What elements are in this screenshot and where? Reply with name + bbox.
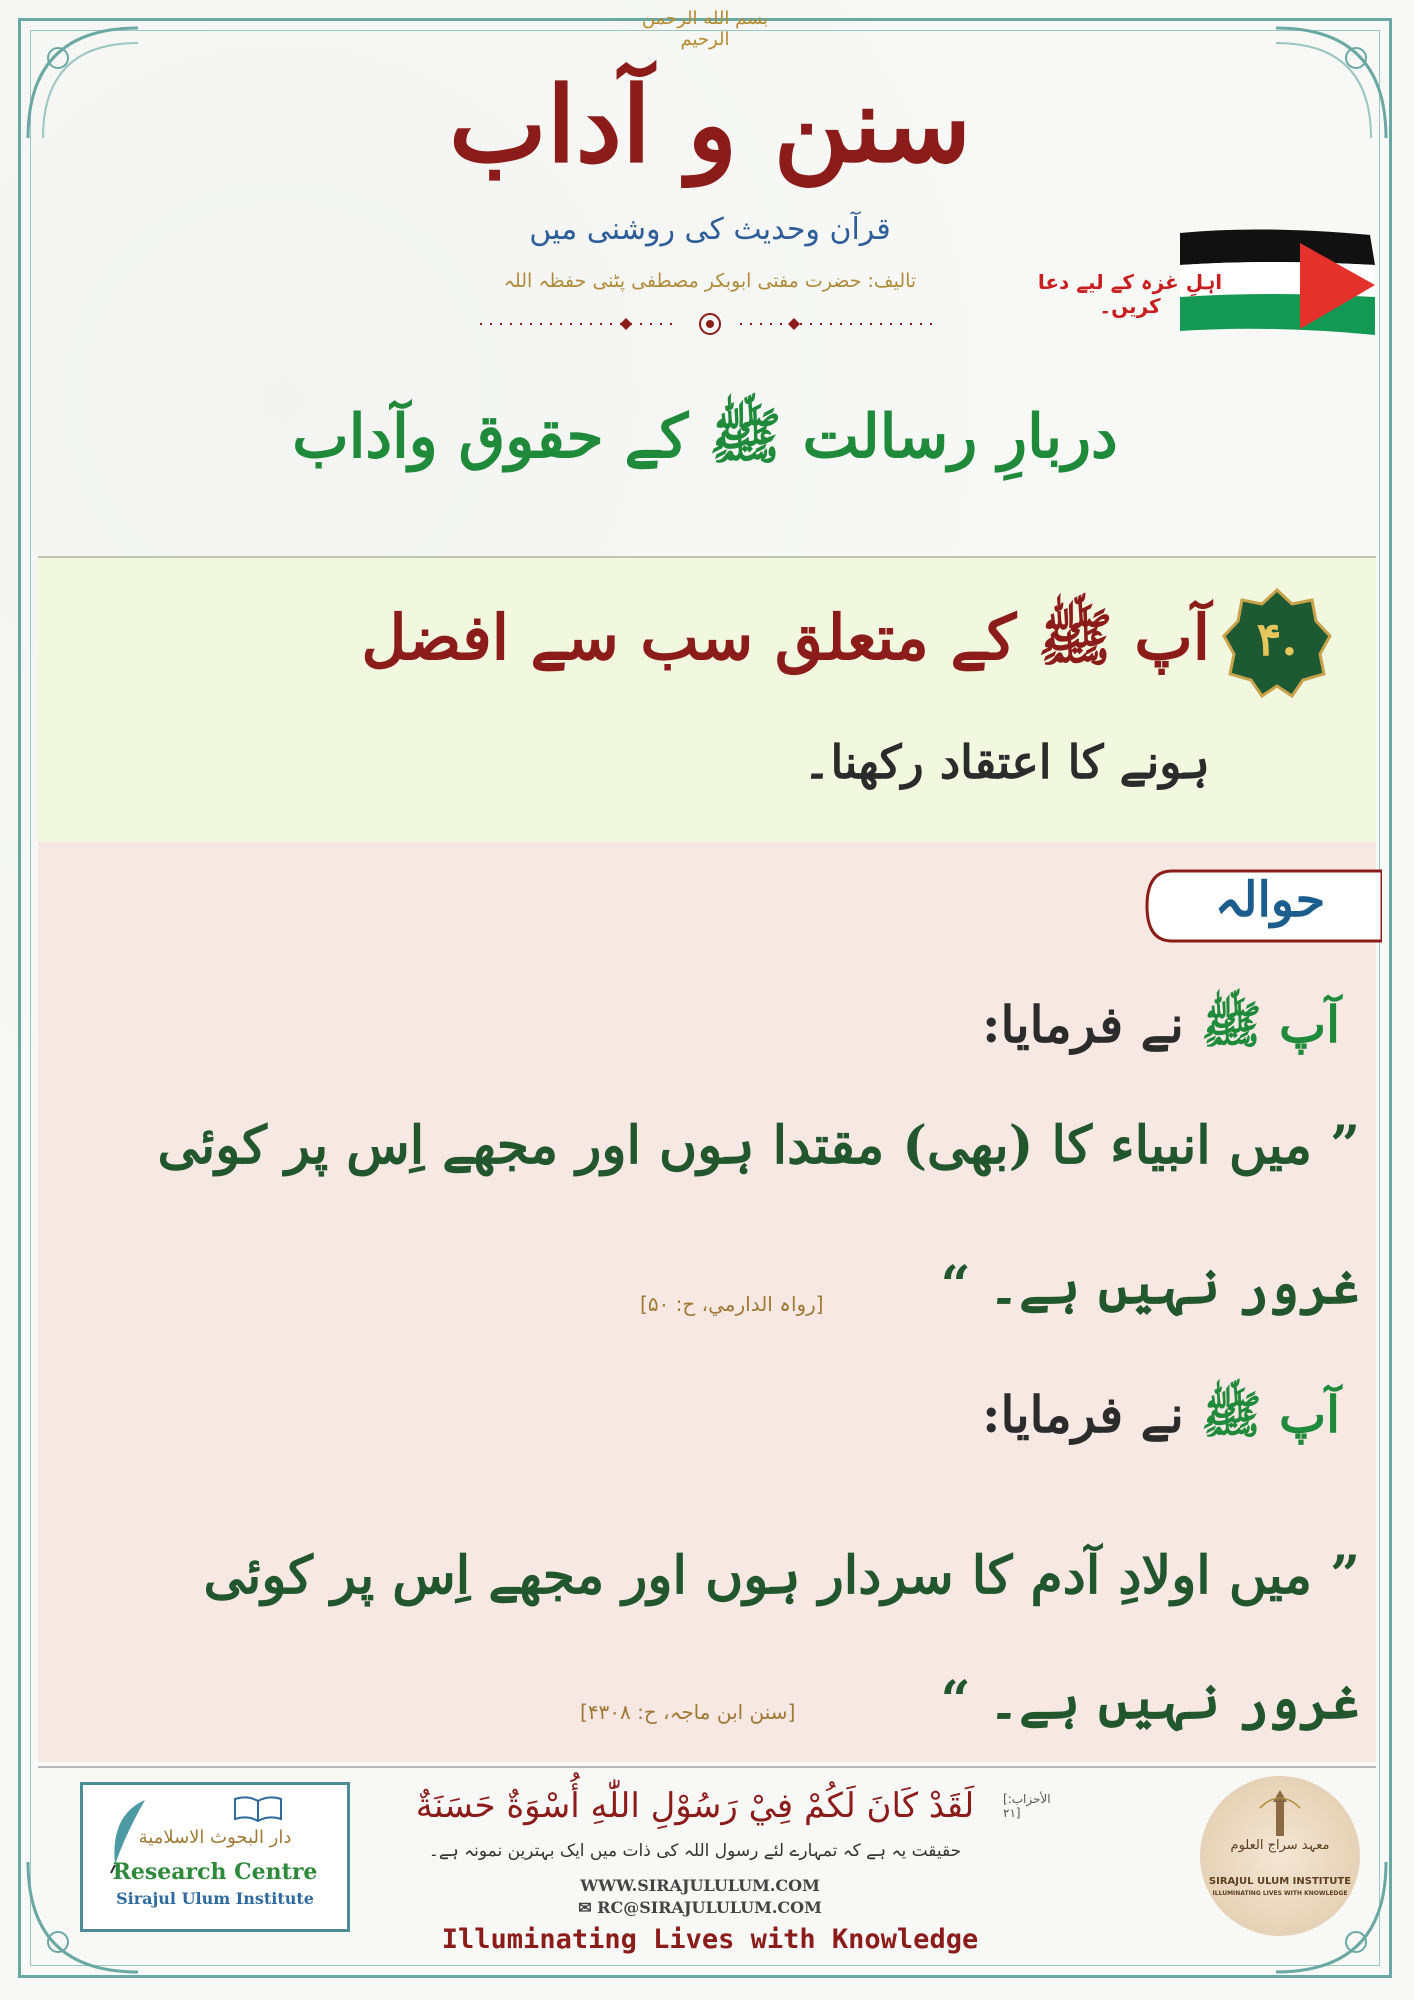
institute-arabic-name: معہد سراج العلوم xyxy=(1230,1838,1330,1853)
narration-1-intro-suffix: نے فرمایا: xyxy=(982,995,1184,1054)
institute-tagline: ILLUMINATING LIVES WITH KNOWLEDGE xyxy=(1212,1890,1348,1897)
narration-2-intro-prefix: آپ xyxy=(1279,1385,1340,1444)
open-book-icon xyxy=(233,1793,283,1823)
section-title: دربارِ رسالت ﷺ کے حقوق وآداب xyxy=(292,402,1118,472)
research-centre-sub: Sirajul Ulum Institute xyxy=(116,1889,314,1908)
narration-2-salutation: ﷺ xyxy=(1201,1385,1262,1444)
quran-verse: لَقَدْ كَانَ لَكُمْ فِيْ رَسُوْلِ اللّٰهِ أُسْوَةٌ حَسَنَةٌ xyxy=(415,1786,975,1826)
footer-tagline: Illuminating Lives with Knowledge xyxy=(441,1924,979,1955)
narration-2-text-line1: ” میں اولادِ آدم کا سردار ہوں اور مجھے اِس پر کوئی xyxy=(203,1545,1360,1606)
verse-reference: [الأحزاب: ۲۱] xyxy=(1003,1792,1051,1820)
email-text: RC@SIRAJULULUM.COM xyxy=(597,1898,822,1917)
verse-translation: حقیقت یہ ہے کہ تمہارے لئے رسول اللہ کی ذات میں ایک بہترین نمونہ ہے۔ xyxy=(428,1841,962,1861)
minaret-icon xyxy=(1255,1788,1305,1838)
envelope-icon: ✉ xyxy=(578,1898,592,1917)
narration-2-text-line2: غرور نہیں ہے۔ “ xyxy=(940,1670,1360,1731)
email-link[interactable] xyxy=(530,1898,870,1917)
divider-ornament xyxy=(470,312,950,336)
narration-2-intro-suffix: نے فرمایا: xyxy=(982,1385,1184,1444)
research-centre-name: Research Centre xyxy=(112,1859,318,1885)
institute-name: SIRAJUL ULUM INSTITUTE xyxy=(1208,1876,1352,1887)
footer-divider xyxy=(38,1766,1376,1768)
corner-ornament-top-right xyxy=(1266,18,1396,148)
point-heading-line2: ہونے کا اعتقاد رکھنا۔ xyxy=(803,735,1210,789)
bismillah: بسم الله الرحمن الرحيم xyxy=(641,8,769,50)
sirajul-ulum-logo xyxy=(1200,1776,1360,1936)
narration-1-salutation: ﷺ xyxy=(1201,995,1262,1054)
research-centre-arabic: دار البحوث الاسلامية xyxy=(138,1827,292,1848)
research-centre-logo xyxy=(80,1782,350,1932)
author-credit: تالیف: حضرت مفتی ابوبکر مصطفی پٹنی حفظہ اللہ xyxy=(503,270,917,292)
narration-1-text-line1: ” میں انبیاء کا (بھی) مقتدا ہوں اور مجھے اِس پر کوئی xyxy=(157,1115,1360,1176)
narration-2-source: [سنن ابن ماجہ، ح: ۴۳۰۸] xyxy=(580,1700,796,1724)
narration-1-intro-prefix: آپ xyxy=(1279,995,1340,1054)
point-number: ۴. xyxy=(1256,612,1298,666)
corner-ornament-top-left xyxy=(18,18,148,148)
narration-1-source: [رواہ الدارمي، ح: ۵۰] xyxy=(640,1292,824,1316)
narration-2-intro xyxy=(440,1385,1340,1457)
website-link[interactable]: WWW.SIRAJULULUM.COM xyxy=(580,1876,820,1895)
narration-1-text-line2: غرور نہیں ہے۔ “ xyxy=(940,1255,1360,1316)
reference-label: حوالہ xyxy=(1214,872,1326,928)
gaza-prayer-text: اہلِ غزہ کے لیے دعا کریں۔ xyxy=(1037,270,1223,318)
page-title: سنن و آداب xyxy=(448,63,972,186)
narration-1-intro xyxy=(440,995,1340,1067)
point-heading-line1: آپ ﷺ کے متعلق سب سے افضل xyxy=(361,601,1210,674)
page-subtitle: قرآن وحدیث کی روشنی میں xyxy=(529,212,891,247)
